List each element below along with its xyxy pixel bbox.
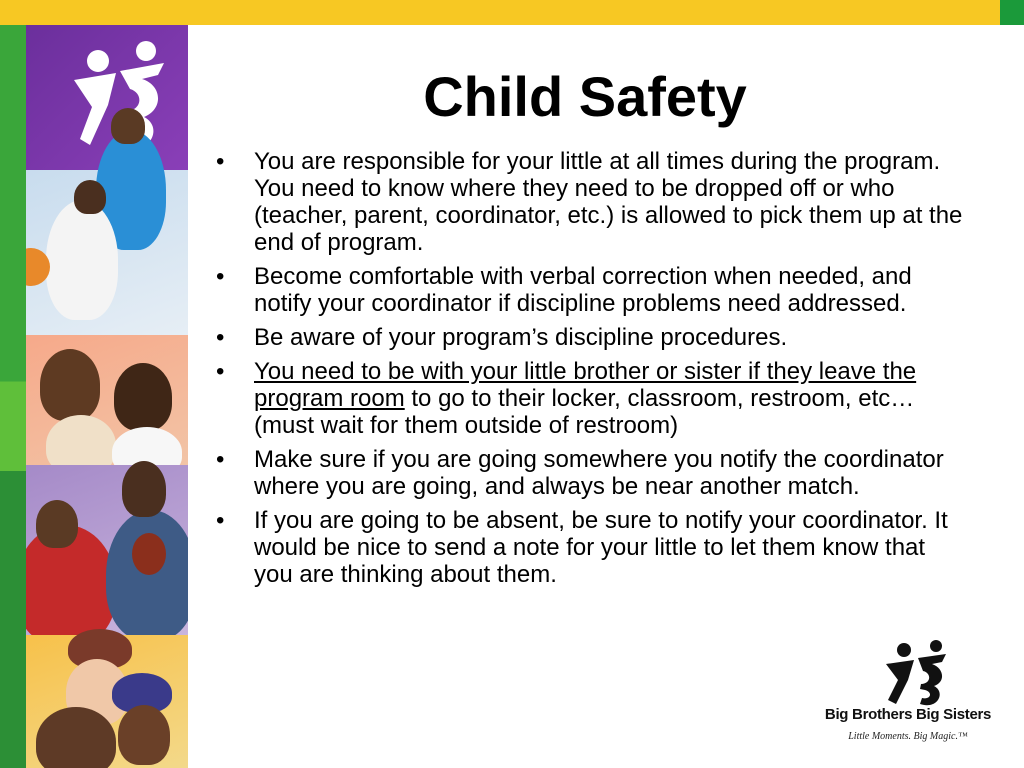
brand-name: Big Brothers Big Sisters: [824, 706, 992, 723]
top-right-accent: [1000, 0, 1024, 25]
left-green-strip: [0, 25, 26, 768]
bullet-list: [210, 148, 970, 595]
bullet-text: to go to their locker, classroom, restroom, etc…(must wait for them outside of restroom): [254, 385, 915, 439]
photo-panel-winter-hats: [26, 635, 188, 768]
photo-collage: [26, 25, 188, 768]
bullet-text: If you are going to be absent, be sure to notify your coordinator. It would be nice to send a note for your little to let them know that you are thinking about them.: [254, 507, 948, 588]
brand-tagline: Little Moments. Big Magic.™: [848, 731, 968, 742]
bbbs-figures-icon: [870, 640, 950, 706]
brand-logo-block: [818, 640, 998, 750]
photo-panel-smiling-girls: [26, 335, 188, 465]
bullet-item: [210, 446, 970, 500]
bullet-text: Make sure if you are going somewhere you notify the coordinator where you are going, and always be near another match.: [254, 446, 944, 500]
photo-panel-football: [26, 465, 188, 635]
bullet-text: You are responsible for your little at all times during the program. You need to know where they need to be dropped off or who (teacher, parent, coordinator, etc.) is allowed to pick them up at the end of program.: [254, 148, 963, 256]
bullet-item: [210, 358, 970, 439]
bullet-item: [210, 148, 970, 256]
bullet-item: [210, 263, 970, 317]
top-accent-bar: [0, 0, 1024, 25]
bullet-text: Become comfortable with verbal correction when needed, and notify your coordinator if discipline problems need addressed.: [254, 263, 912, 317]
bullet-item: [210, 324, 970, 351]
slide-title: Child Safety: [423, 65, 747, 128]
photo-panel-basketball: [26, 170, 188, 335]
bullet-text: Be aware of your program’s discipline procedures.: [254, 324, 788, 351]
bullet-underlined-text: You need to be with your little brother or sister if they leave the program room: [254, 358, 917, 412]
bullet-item: [210, 507, 970, 588]
